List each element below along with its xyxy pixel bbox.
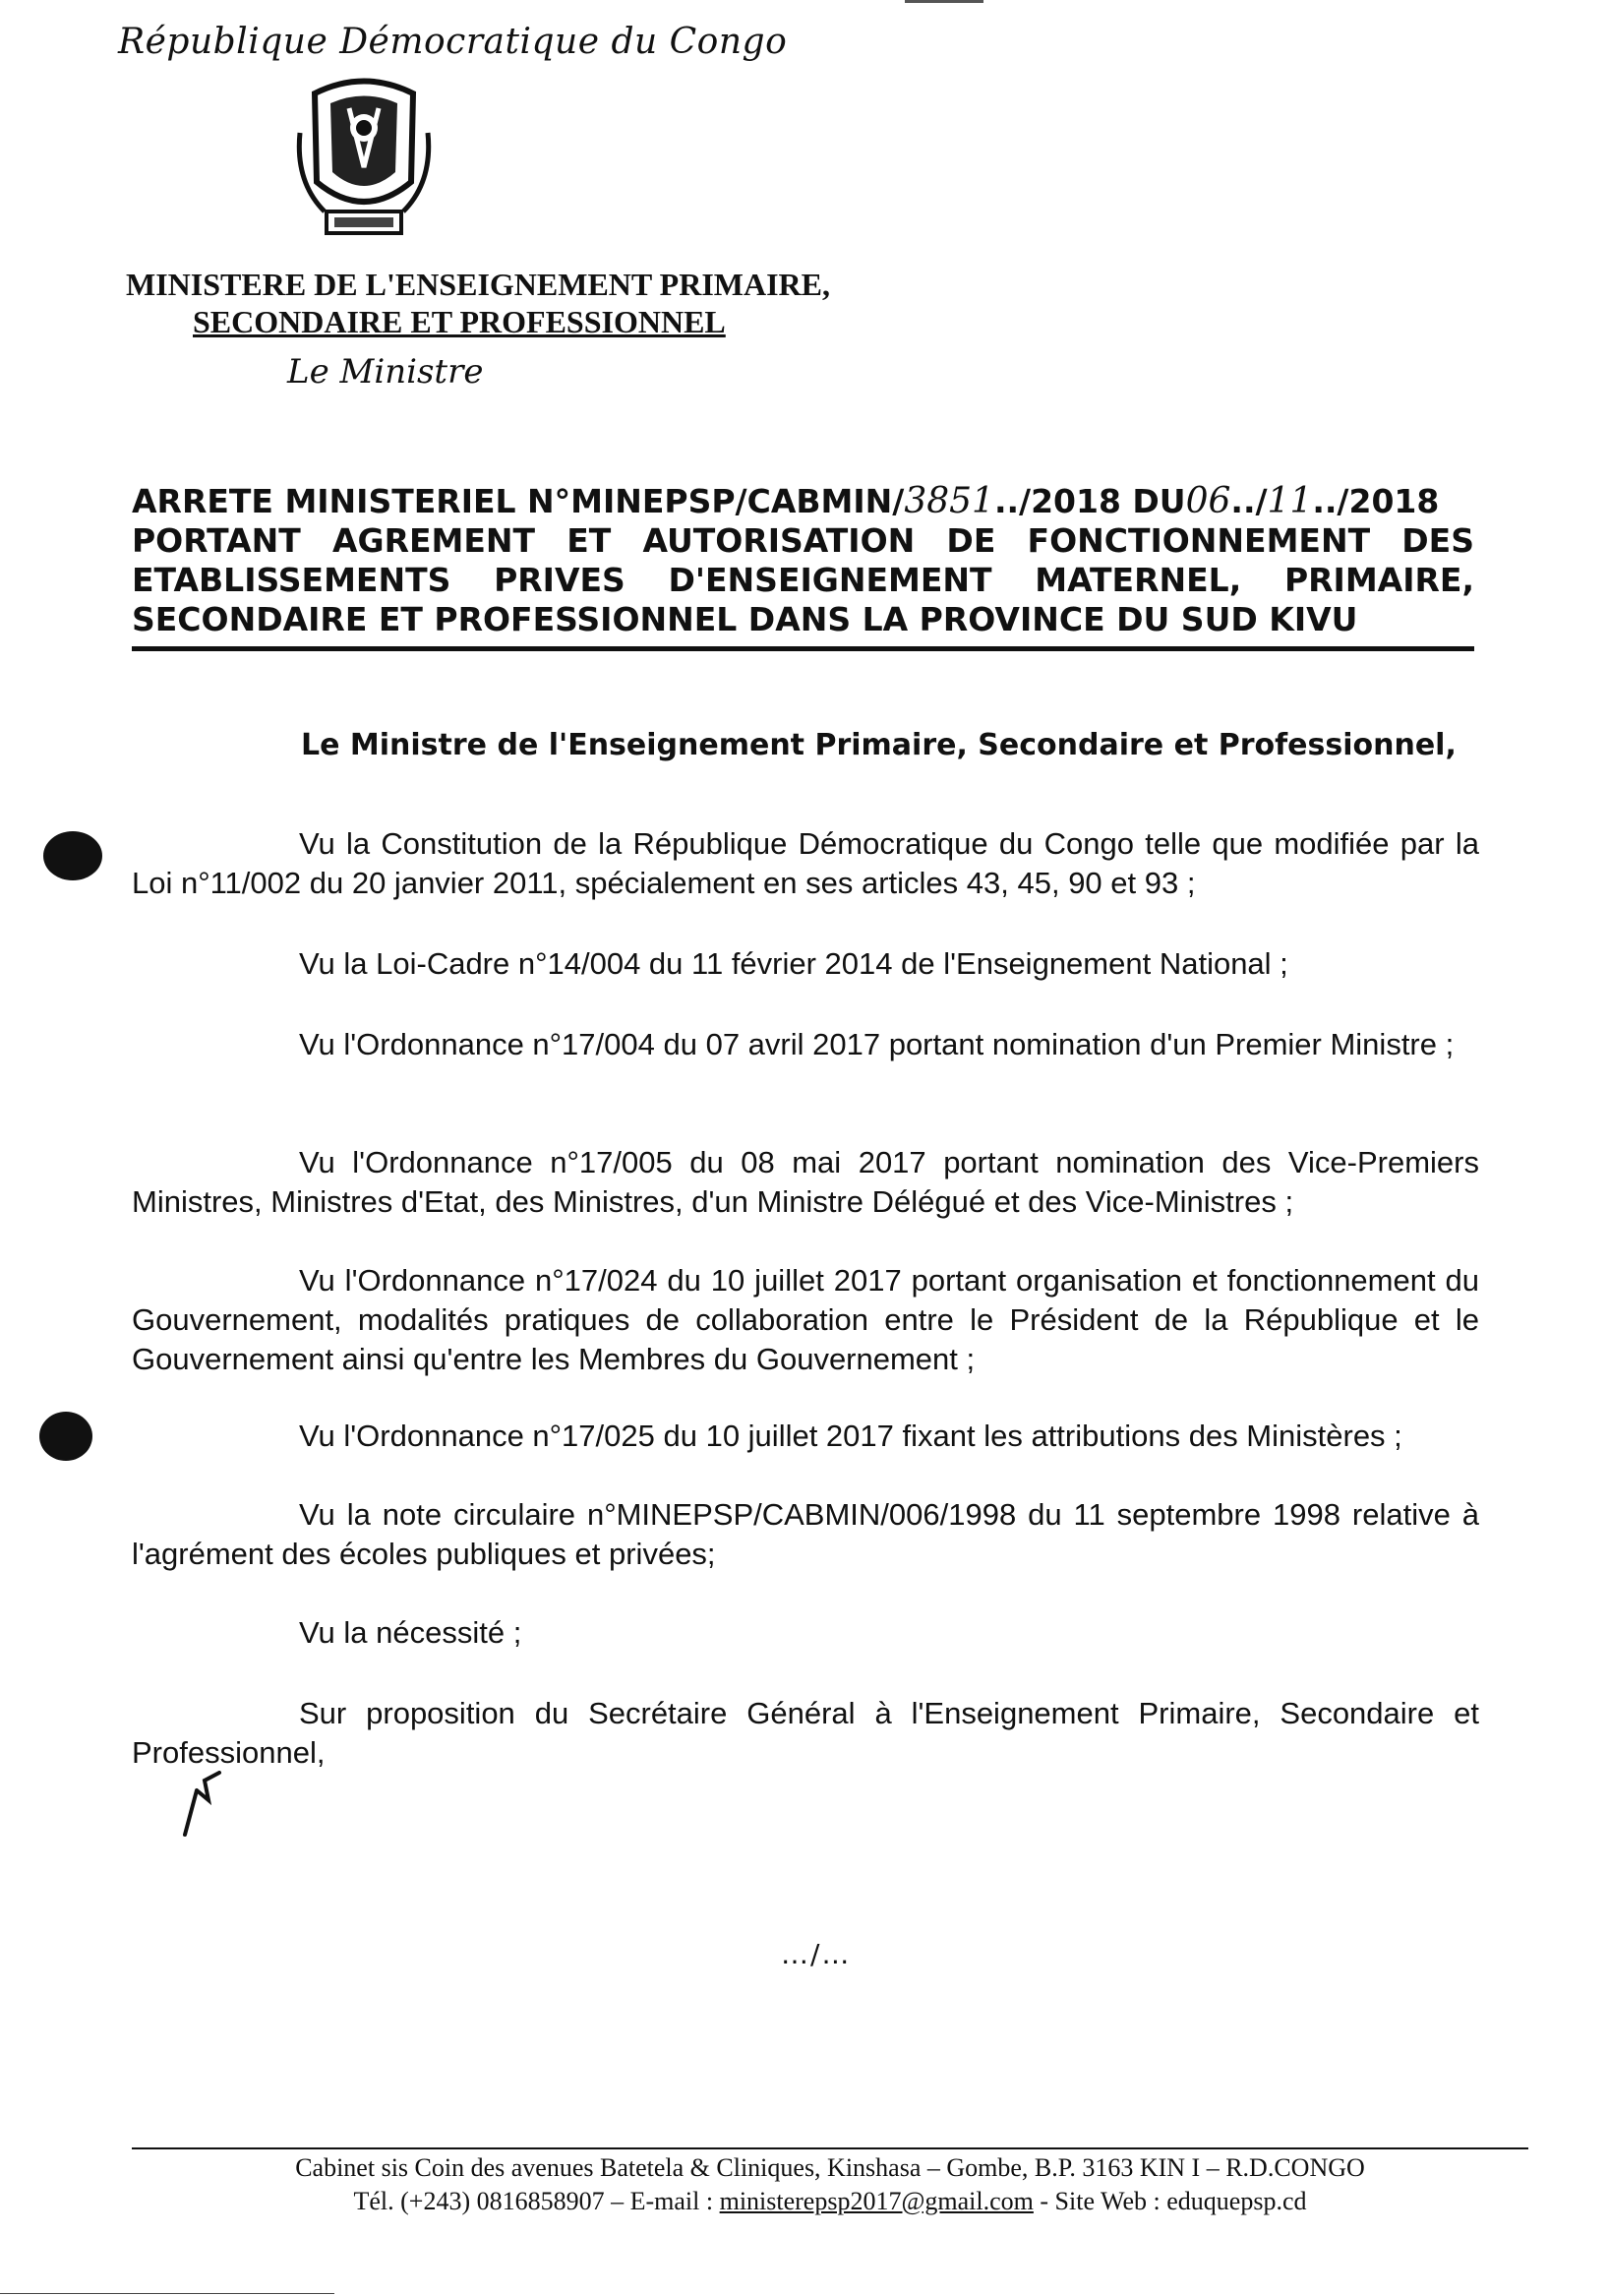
title-line-4: SECONDAIRE ET PROFESSIONNEL DANS LA PROVINCE DU SUD KIVU xyxy=(132,600,1358,638)
paragraph-necessite: Vu la nécessité ; xyxy=(299,1615,522,1650)
paragraph-loi-cadre: Vu la Loi-Cadre n°14/004 du 11 février 2014 de l'Enseignement National ; xyxy=(299,946,1288,981)
scan-mark xyxy=(905,0,983,3)
coat-of-arms-emblem xyxy=(295,74,433,251)
handwritten-day: 06 xyxy=(1185,481,1231,521)
punch-hole-mark xyxy=(43,831,102,880)
title-line-1 xyxy=(132,482,1474,521)
footer-line-2: Tél. (+243) 0816858907 – E-mail : ministerepsp2017@gmail.com - Site Web : eduquepsp.cd xyxy=(353,2187,1307,2215)
minister-signature-stamp: Le Ministre xyxy=(287,352,484,392)
footer-line-1: Cabinet sis Coin des avenues Batetela & Cliniques, Kinshasa – Gombe, B.P. 3163 KIN I – R.D.CONGO xyxy=(295,2153,1365,2182)
paragraph-constitution: Vu la Constitution de la République Démocratique du Congo telle que modifiée par la Loi n°11/002 du 20 janvier 2011, spécialement en ses articles 43, 45, 90 et 93 ; xyxy=(132,826,1479,900)
handwritten-number: 3851 xyxy=(904,481,994,521)
ministry-name xyxy=(126,266,913,340)
handwritten-month: 11 xyxy=(1267,481,1313,521)
page-continuation: …/… xyxy=(781,1938,852,1970)
title-decree-number: ARRETE MINISTERIEL N°MINEPSP/CABMIN/3851../2018 DU06../11../2018 xyxy=(132,481,1440,521)
paragraph-note-circulaire: Vu la note circulaire n°MINEPSP/CABMIN/006/1998 du 11 septembre 1998 relative à l'agrément des écoles publiques et privées; xyxy=(132,1497,1479,1571)
title-underline-rule xyxy=(132,646,1474,651)
footer-address xyxy=(132,2151,1528,2218)
paragraph-ordonnance-17-005: Vu l'Ordonnance n°17/005 du 08 mai 2017 portant nomination des Vice-Premiers Ministres, Ministres d'Etat, des Ministres, d'un Ministre Délégué et des Vice-Ministres ; xyxy=(132,1145,1479,1219)
republic-heading: République Démocratique du Congo xyxy=(118,22,788,62)
paragraph-ordonnance-17-004: Vu l'Ordonnance n°17/004 du 07 avril 2017 portant nomination d'un Premier Ministre ; xyxy=(299,1027,1455,1061)
scan-edge-line xyxy=(0,2293,334,2294)
footer-email-link[interactable]: ministerepsp2017@gmail.com xyxy=(719,2187,1034,2215)
handwritten-initials-mark xyxy=(175,1771,234,1840)
ministry-line-2: SECONDAIRE ET PROFESSIONNEL xyxy=(193,304,726,339)
title-line-3: ETABLISSEMENTS PRIVES D'ENSEIGNEMENT MATERNEL, PRIMAIRE, xyxy=(132,561,1474,599)
punch-hole-mark xyxy=(39,1412,92,1461)
footer-rule xyxy=(132,2147,1528,2149)
paragraph-proposition: Sur proposition du Secrétaire Général à l'Enseignement Primaire, Secondaire et Professionnel, xyxy=(132,1696,1479,1770)
paragraph-ordonnance-17-025: Vu l'Ordonnance n°17/025 du 10 juillet 2017 fixant les attributions des Ministères ; xyxy=(299,1419,1402,1453)
minister-heading: Le Ministre de l'Enseignement Primaire, Secondaire et Professionnel, xyxy=(301,728,1457,762)
title-line-2: PORTANT AGREMENT ET AUTORISATION DE FONCTIONNEMENT DES xyxy=(132,521,1474,560)
paragraph-ordonnance-17-024: Vu l'Ordonnance n°17/024 du 10 juillet 2017 portant organisation et fonctionnement du Gouvernement, modalités pratiques de collaboration entre le Président de la République et le Gouvernement ainsi qu'entre les Membres du Gouvernement ; xyxy=(132,1263,1479,1376)
decree-title xyxy=(132,482,1474,639)
ministry-line-1: MINISTERE DE L'ENSEIGNEMENT PRIMAIRE, xyxy=(126,267,830,302)
